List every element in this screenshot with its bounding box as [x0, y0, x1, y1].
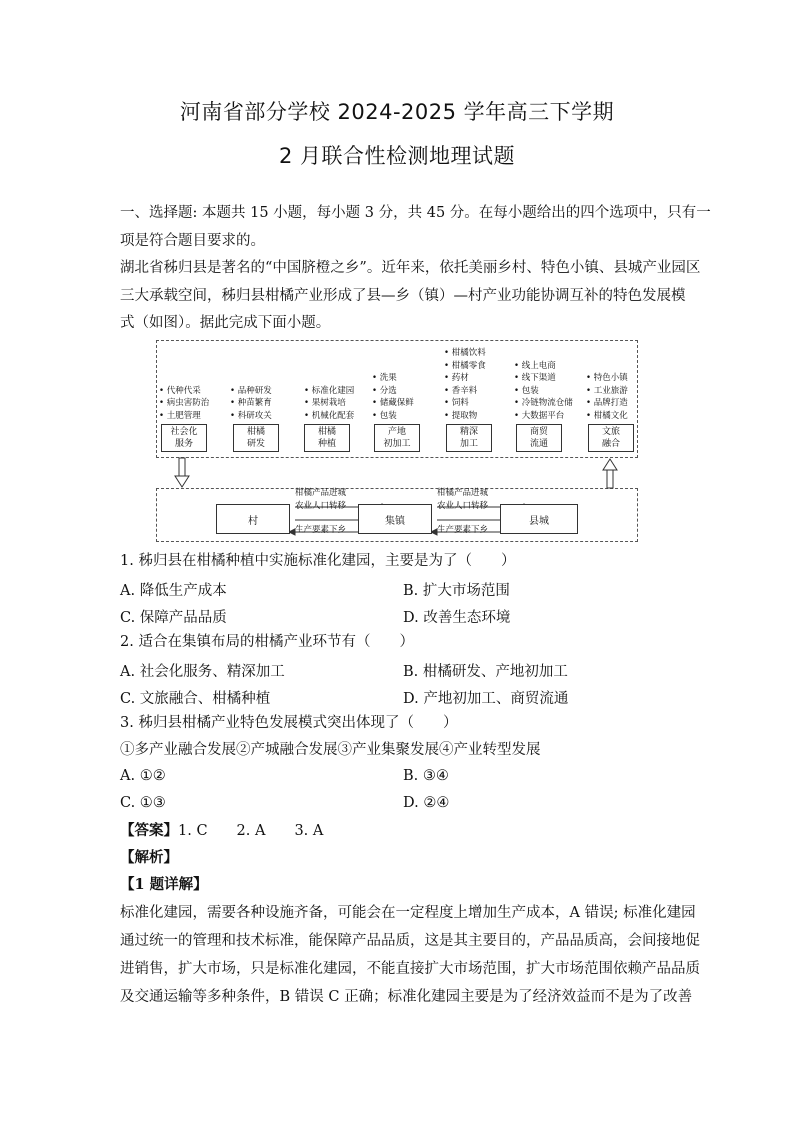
answer-label: 【答案】	[120, 822, 178, 839]
stage-box-label: 加工	[459, 439, 478, 449]
stage-item: • 线下渠道	[514, 373, 556, 383]
stage-item: • 科研攻关	[230, 410, 272, 421]
q1-option-b: B. 扩大市场范围	[403, 583, 510, 599]
industry-model-diagram	[156, 340, 638, 542]
county-box: 县城	[500, 504, 578, 534]
material-text: 湖北省秭归县是著名的“中国脐橙之乡”。近年来，依托美丽乡村、特色小镇、县城产业园区	[120, 260, 701, 276]
q1-option-c: C. 保障产品品质	[120, 610, 227, 626]
flow-label: 生产要素下乡	[437, 525, 489, 535]
section-instruction-cont: 项是符合题目要求的。	[120, 233, 265, 249]
stage-item: • 种苗繁育	[230, 398, 272, 408]
stage-item: • 果树栽培	[304, 398, 346, 408]
flow-label: 农业人口转移	[295, 501, 347, 511]
stage-item: • 土肥管理	[159, 410, 201, 421]
stage-item: • 分选	[372, 385, 397, 396]
page-title: 河南省部分学校 2024-2025 学年高三下学期	[179, 100, 615, 124]
stage-box-label: 商贸	[529, 427, 548, 437]
stage-item: • 工业旅游	[586, 385, 628, 396]
question-3-statements: ①多产业融合发展②产城融合发展③产业集聚发展④产业转型发展	[120, 742, 541, 758]
village-box: 村	[216, 504, 290, 534]
stage-item: • 特色小镇	[586, 373, 628, 383]
material-text: 三大承载空间，秭归县柑橘产业形成了县—乡（镇）—村产业功能协调互补的特色发展模	[120, 288, 686, 304]
explanation-line: 及交通运输等多种条件，B 错误 C 正确；标准化建园主要是为了经济效益而不是为了改善	[120, 989, 693, 1005]
stage-item: • 大数据平台	[514, 410, 565, 421]
stage-box-label: 柑橘	[246, 427, 265, 437]
q3-option-c: C. ①③	[120, 795, 166, 811]
stage-box-label: 产地	[387, 427, 406, 437]
stage-item: • 品牌打造	[586, 398, 628, 408]
stage-box-label: 流通	[529, 439, 548, 449]
q2-option-c: C. 文旅融合、柑橘种植	[120, 691, 271, 707]
material-text: 式（如图）。据此完成下面小题。	[120, 315, 331, 331]
stage-box-label: 服务	[174, 439, 193, 449]
stage-item: • 储藏保鲜	[372, 398, 414, 408]
explanation-line: 通过统一的管理和技术标准，能保障产品品质，这是其主要目的，产品品质高，会间接地促	[120, 933, 700, 949]
stage-item: • 标准化建园	[304, 385, 355, 396]
q2-option-a: A. 社会化服务、精深加工	[120, 664, 285, 680]
stage-item: • 病虫害防治	[159, 398, 210, 408]
stage-item: • 冷链物流仓储	[514, 398, 573, 408]
q2-option-d: D. 产地初加工、商贸流通	[403, 691, 569, 707]
q1-option-d: D. 改善生态环境	[403, 610, 511, 626]
stage-box-label: 柑橘	[317, 427, 336, 437]
stage-box-label: 种植	[317, 439, 336, 449]
q3-option-d: D. ②④	[403, 795, 450, 811]
stage-item: • 代种代采	[159, 385, 201, 396]
down-arrow-icon	[175, 458, 189, 487]
stage-item: • 提取物	[444, 410, 478, 421]
stage-item: • 品种研发	[230, 385, 272, 396]
stage-item: • 洗果	[372, 373, 397, 383]
stage-item: • 饲料	[444, 398, 469, 408]
stage-box-label: 社会化	[170, 427, 198, 437]
flow-label: 农业人口转移	[437, 501, 489, 511]
stage-item: • 机械化配套	[304, 410, 355, 421]
q3-option-a: A. ①②	[120, 768, 166, 784]
stage-item: • 柑橘文化	[586, 410, 628, 421]
q1-option-a: A. 降低生产成本	[120, 583, 227, 599]
page-subtitle: 2 月联合性检测地理试题	[278, 144, 516, 168]
stage-item: • 包装	[514, 385, 539, 396]
question-3-stem: 3. 秭归县柑橘产业特色发展模式突出体现了（ ）	[120, 715, 458, 731]
stage-item: • 药材	[444, 373, 469, 383]
flow-label: 柑橘产品进城	[437, 488, 489, 498]
explanation-line: 进销售，扩大市场，只是标准化建园，不能直接扩大市场范围，扩大市场范围依赖产品品质	[120, 961, 700, 977]
q2-option-b: B. 柑橘研发、产地初加工	[403, 664, 568, 680]
flow-label: 生产要素下乡	[295, 525, 347, 535]
stage-box-label: 文旅	[601, 427, 620, 437]
q3-option-b: B. ③④	[403, 768, 449, 784]
stage-item: • 柑橘零食	[444, 360, 486, 371]
stage-item: • 包装	[372, 410, 397, 421]
stage-item: • 柑橘饮料	[444, 348, 486, 358]
question-1-stem: 1. 秭归县在柑橘种植中实施标准化建园，主要是为了（ ）	[120, 553, 516, 569]
explanation-line: 标准化建园，需要各种设施齐备，可能会在一定程度上增加生产成本，A 错误; 标准化建园	[120, 905, 696, 921]
town-box: 集镇	[358, 504, 432, 534]
stage-item: • 线上电商	[514, 360, 556, 371]
question-2-stem: 2. 适合在集镇布局的柑橘产业环节有（ ）	[120, 634, 414, 650]
up-arrow-icon	[603, 459, 617, 488]
stage-box-label: 精深	[459, 427, 478, 437]
answer-values: 1. C 2. A 3. A	[178, 823, 324, 839]
stage-item: • 香辛料	[444, 385, 478, 396]
flow-label: 柑橘产品进城	[295, 488, 347, 498]
section-instruction: 一、选择题: 本题共 15 小题，每小题 3 分，共 45 分。在每小题给出的四个选项中，只有一	[120, 205, 711, 221]
detail-label: 【1 题详解】	[120, 876, 208, 893]
stage-box-label: 融合	[601, 439, 620, 449]
analysis-label: 【解析】	[120, 849, 178, 866]
stage-box-label: 初加工	[383, 439, 411, 449]
stage-box-label: 研发	[246, 439, 265, 449]
answer-line	[120, 822, 680, 840]
